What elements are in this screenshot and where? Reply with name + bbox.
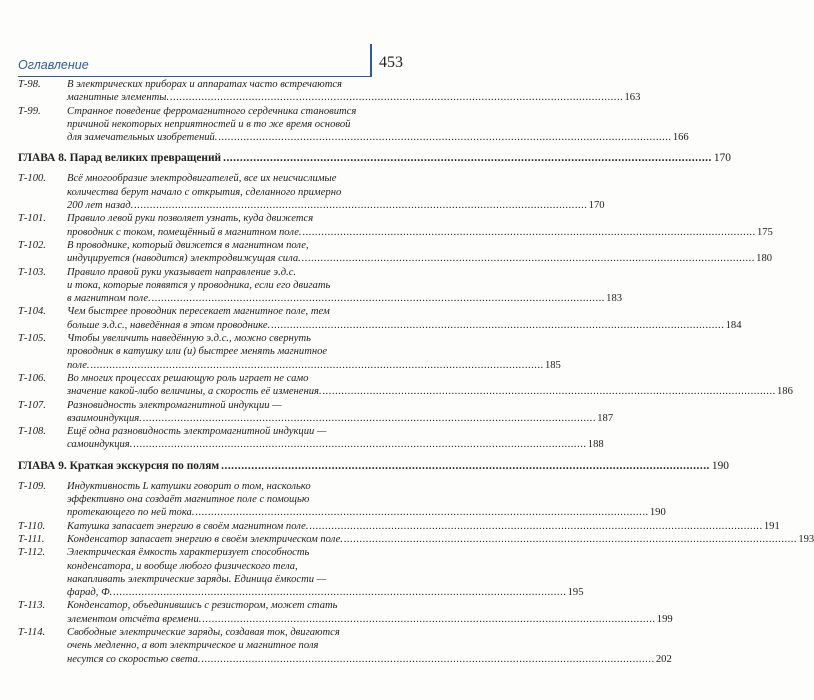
dot-leader <box>221 459 710 473</box>
header-divider <box>370 44 372 77</box>
dot-leader <box>309 520 762 533</box>
toc-entry[interactable] <box>0 425 604 452</box>
entry-last-line <box>67 586 584 599</box>
entry-body <box>67 520 780 533</box>
entry-page: 166 <box>672 132 689 144</box>
entry-page: 184 <box>725 319 742 331</box>
entry-last-line <box>67 131 689 144</box>
entry-line: Свободные электрические заряды, создавая ток, двигаются <box>67 626 340 638</box>
entry-page: 195 <box>567 587 584 599</box>
toc-entry[interactable] <box>0 599 673 626</box>
entry-code: Т-100. <box>18 173 46 185</box>
chapter-heading[interactable] <box>0 151 731 165</box>
toc-entry[interactable] <box>0 372 793 399</box>
entry-line: индуцируется (наводится) электродвижущая сила. <box>67 253 301 265</box>
dot-leader <box>195 506 648 519</box>
entry-line: элементом отсчёта времени. <box>67 613 202 625</box>
toc-entry[interactable] <box>0 533 814 546</box>
entry-last-line <box>67 252 772 265</box>
chapter-page: 170 <box>713 152 731 165</box>
entry-line: накапливать электрические заряды. Единица ёмкости — <box>67 573 327 585</box>
entry-line: проводник с током, помещённый в магнитном поле. <box>67 226 302 238</box>
entry-last-line <box>67 438 604 451</box>
entry-line: самоиндукция. <box>67 439 133 451</box>
entry-page: 175 <box>756 226 773 238</box>
dot-leader <box>152 292 605 305</box>
entry-body <box>67 239 772 266</box>
entry-line: больше э.д.с., наведённая в этом проводнике. <box>67 319 271 331</box>
entry-line: Всё многообразие электродвигателей, все их неисчислимые <box>67 173 337 185</box>
entry-line: поле. <box>67 359 90 371</box>
entry-line: протекающего по ней тока. <box>67 507 195 519</box>
entry-code: Т-114. <box>18 626 46 638</box>
entry-code: Т-103. <box>18 266 46 278</box>
entry-body <box>67 105 689 145</box>
entry-last-line <box>67 359 561 372</box>
page-header <box>0 0 490 80</box>
running-title: Оглавление <box>18 58 89 72</box>
dot-leader <box>143 412 596 425</box>
entry-body <box>67 599 673 626</box>
entry-line: эффективно она создаёт магнитное поле с помощью <box>67 494 310 506</box>
dot-leader <box>223 151 712 165</box>
entry-body <box>67 372 793 399</box>
page-number: 453 <box>379 54 403 71</box>
entry-page: 170 <box>588 200 605 212</box>
entry-page: 183 <box>606 293 623 305</box>
chapter-page: 190 <box>711 459 729 472</box>
toc-entry[interactable] <box>0 626 672 666</box>
entry-page: 187 <box>597 412 614 424</box>
toc-entry[interactable] <box>0 78 641 105</box>
entry-body <box>67 332 561 372</box>
entry-last-line <box>67 533 814 546</box>
entry-line: Во многих процессах решающую роль играет не само <box>67 372 309 384</box>
entry-line: очень медленно, а вот электрическое и магнитное поля <box>67 640 319 652</box>
entry-body <box>67 212 773 239</box>
toc-entry[interactable] <box>0 239 773 266</box>
entry-last-line <box>67 412 613 425</box>
chapter-heading[interactable] <box>0 459 729 473</box>
dot-leader <box>133 438 586 451</box>
dot-leader <box>201 653 654 666</box>
entry-body <box>67 546 584 599</box>
dot-leader <box>91 359 544 372</box>
entry-code: Т-113. <box>18 600 46 612</box>
entry-code: Т-112. <box>18 547 46 559</box>
entry-last-line <box>67 520 780 533</box>
entry-line: проводник в катушку или (и) быстрее менять магнитное <box>67 346 328 358</box>
entry-line: Чем быстрее проводник пересекает магнитное поле, тем <box>67 306 330 318</box>
entry-line: значение какой-либо величины, а скорость её изменения. <box>67 386 322 398</box>
entry-line: и тока, которые появятся у проводника, если его двигать <box>67 279 331 291</box>
entry-page: 190 <box>649 507 666 519</box>
entry-line: фарад, Ф. <box>67 587 113 599</box>
dot-leader <box>113 586 566 599</box>
entry-code: Т-106. <box>18 372 46 384</box>
entry-body <box>67 172 605 212</box>
entry-code: Т-111. <box>18 533 45 545</box>
table-of-contents <box>0 78 814 666</box>
entry-last-line <box>67 199 605 212</box>
entry-body <box>67 399 613 426</box>
entry-code: Т-99. <box>18 105 41 117</box>
toc-entry[interactable] <box>0 480 666 520</box>
entry-page: 188 <box>587 439 604 451</box>
entry-line: 200 лет назад. <box>67 200 134 212</box>
entry-line: В электрических приборах и аппаратах часто встречаются <box>67 79 342 90</box>
entry-last-line <box>67 653 672 666</box>
chapter-title: ГЛАВА 8. Парад великих превращений <box>18 152 222 165</box>
entry-code: Т-104. <box>18 306 46 318</box>
entry-line: В проводнике, который движется в магнитном поле, <box>67 239 309 251</box>
entry-line: магнитные элементы. <box>67 92 170 104</box>
entry-page: 185 <box>544 359 561 371</box>
header-rule <box>18 76 370 77</box>
toc-entry[interactable] <box>0 212 773 239</box>
entry-code: Т-101. <box>18 213 46 225</box>
entry-line: несутся со скоростью света. <box>67 653 201 665</box>
entry-line: Разновидность электромагнитной индукции — <box>67 399 282 411</box>
entry-last-line <box>67 91 640 104</box>
entry-line: Конденсатор, объединившись с резистором, может стать <box>67 600 338 612</box>
entry-code: Т-107. <box>18 399 46 411</box>
dot-leader <box>202 613 655 626</box>
dot-leader <box>218 131 671 144</box>
dot-leader <box>323 385 776 398</box>
entry-line: для замечательных изобретений. <box>67 132 218 144</box>
entry-body <box>67 305 741 332</box>
entry-body <box>67 480 666 520</box>
dot-leader <box>134 199 587 212</box>
entry-last-line <box>67 613 673 626</box>
entry-page: 163 <box>624 92 641 104</box>
entry-line: причиной некоторых неприятностей и в то же время основой <box>67 118 351 130</box>
entry-line: Странное поведение ферромагнитного сердечника становится <box>67 105 357 117</box>
entry-code: Т-109. <box>18 480 46 492</box>
dot-leader <box>302 252 755 265</box>
entry-page: 199 <box>656 613 673 625</box>
entry-page: 186 <box>777 386 793 398</box>
entry-line: Катушка запасает энергию в своём магнитном поле. <box>67 520 309 532</box>
entry-line: взаимоиндукция. <box>67 412 142 424</box>
dot-leader <box>170 91 623 104</box>
entry-line: конденсатора, и вообще любого физического тела, <box>67 560 298 572</box>
entry-line: Ещё одна разновидность электромагнитной индукции — <box>67 426 327 438</box>
entry-last-line <box>67 226 773 239</box>
entry-last-line <box>67 385 793 398</box>
entry-line: Конденсатор запасает энергию в своём электрическом поле. <box>67 533 343 545</box>
entry-body <box>67 78 640 105</box>
entry-page: 180 <box>756 253 773 265</box>
entry-body <box>67 533 814 546</box>
entry-last-line <box>67 506 666 519</box>
entry-body <box>67 425 604 452</box>
entry-line: Правило левой руки позволяет узнать, куда движется <box>67 213 314 225</box>
entry-line: количества берут начало с открытия, сделанного примерно <box>67 186 342 198</box>
entry-code: Т-105. <box>18 333 46 345</box>
toc-entry[interactable] <box>0 332 561 372</box>
entry-page: 191 <box>763 520 780 532</box>
entry-last-line <box>67 292 622 305</box>
toc-entry[interactable] <box>0 399 614 426</box>
toc-entry[interactable] <box>0 266 623 306</box>
entry-line: Электрическая ёмкость характеризует способность <box>67 547 310 559</box>
toc-entry[interactable] <box>0 172 605 212</box>
entry-code: Т-108. <box>18 426 46 438</box>
entry-body <box>67 266 622 306</box>
entry-line: Правило правой руки указывает направление э.д.с. <box>67 266 297 278</box>
entry-code: Т-110. <box>18 520 46 532</box>
entry-code: Т-102. <box>18 239 46 251</box>
toc-entry[interactable] <box>0 546 584 599</box>
entry-line: в магнитном поле. <box>67 293 151 305</box>
dot-leader <box>303 226 756 239</box>
entry-body <box>67 626 672 666</box>
entry-code: Т-98. <box>18 79 41 90</box>
chapter-title: ГЛАВА 9. Краткая экскурсия по полям <box>18 459 220 472</box>
entry-page: 202 <box>655 653 672 665</box>
toc-entry[interactable] <box>0 520 780 533</box>
entry-page: 193 <box>798 533 814 545</box>
toc-entry[interactable] <box>0 105 689 145</box>
entry-line: Индуктивность L катушки говорит о том, насколько <box>67 480 311 492</box>
dot-leader <box>344 533 797 546</box>
entry-line: Чтобы увеличить наведённую э.д.с., можно свернуть <box>67 333 311 345</box>
toc-entry[interactable] <box>0 305 742 332</box>
entry-last-line <box>67 319 741 332</box>
dot-leader <box>271 319 724 332</box>
